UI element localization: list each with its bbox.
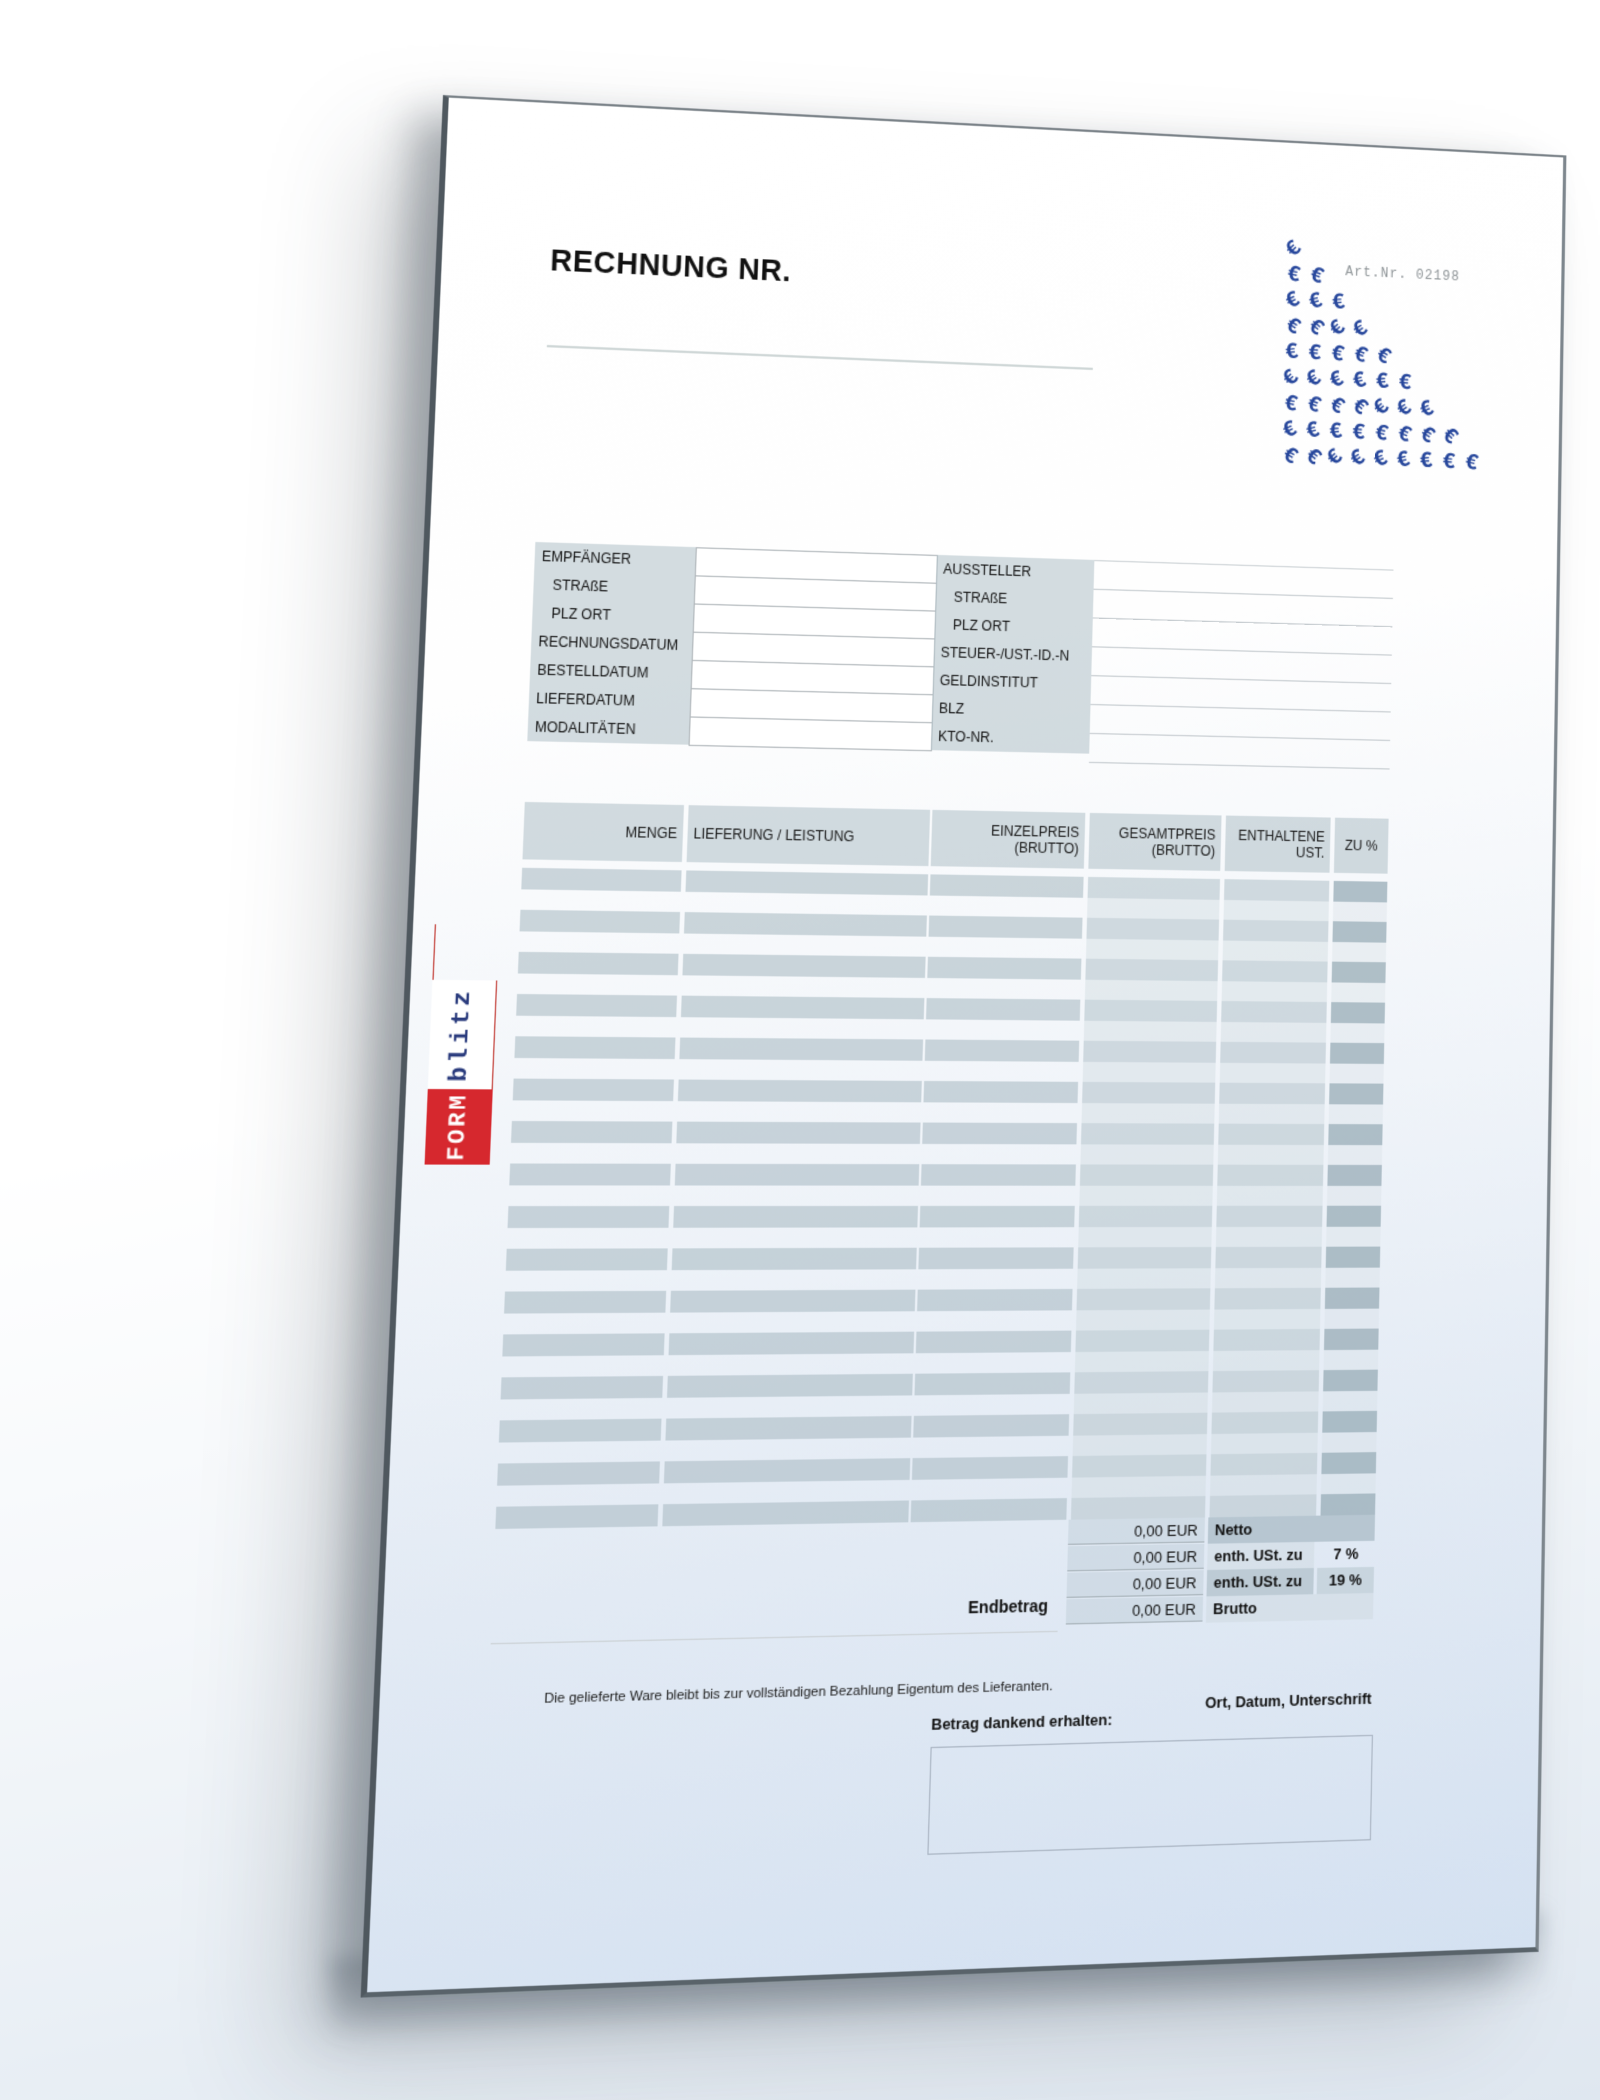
item-cell-col1[interactable]: [665, 1416, 911, 1441]
totals-row-brutto: [1066, 1593, 1374, 1626]
ust7-label: enth. USt. zu: [1207, 1542, 1314, 1570]
euro-icon: €: [1326, 366, 1349, 396]
item-cell-col1[interactable]: [675, 1164, 920, 1186]
item-row: [508, 1206, 1382, 1228]
item-cell-col2[interactable]: [915, 1372, 1071, 1395]
item-cell-col5: [1329, 1083, 1383, 1104]
issuer-field-label: PLZ ORT: [952, 616, 1011, 635]
watermark-row: [1278, 443, 1495, 477]
item-cell-col5: [1327, 1165, 1381, 1186]
euro-icon: €: [1415, 421, 1439, 451]
euro-icon: €: [1418, 448, 1434, 476]
item-cell-col5: [1323, 1370, 1378, 1392]
issuer-field-label: KTO-NR.: [937, 728, 995, 746]
item-cell-col4: [1217, 1165, 1323, 1186]
euro-icon: €: [1441, 449, 1457, 477]
item-cell-col5: [1332, 921, 1386, 942]
euro-icon: €: [1280, 312, 1305, 342]
item-cell-col1[interactable]: [681, 996, 924, 1020]
item-row: [511, 1121, 1383, 1145]
item-cell-col4: [1210, 1453, 1317, 1476]
euro-icon: €: [1278, 364, 1305, 394]
euro-icon: €: [1328, 419, 1344, 447]
brutto-label: Brutto: [1206, 1593, 1374, 1623]
item-cell-col4: [1215, 1247, 1321, 1268]
item-cell-col4: [1211, 1411, 1318, 1434]
header-zu-prozent: ZU %: [1334, 818, 1389, 874]
item-cell-col0[interactable]: [520, 910, 681, 934]
recipient-field-label: STRAßE: [552, 576, 609, 595]
item-cell-col5: [1330, 1043, 1384, 1064]
euro-icon: €: [1346, 393, 1373, 422]
euro-icon: €: [1398, 370, 1413, 397]
item-cell-col1[interactable]: [664, 1458, 910, 1483]
issuer-field-input[interactable]: [1089, 734, 1390, 770]
euro-icon: €: [1306, 288, 1326, 317]
received-label: Betrag dankend erhalten:: [930, 1710, 1113, 1734]
ust19-amount: 0,00 EUR: [1067, 1570, 1204, 1598]
euro-icon: €: [1348, 315, 1374, 345]
brutto-amount: 0,00 EUR: [1066, 1596, 1203, 1624]
item-cell-col2[interactable]: [917, 1289, 1072, 1311]
item-cell-col3: [1079, 1206, 1213, 1227]
recipient-inputs: [688, 547, 937, 751]
item-cell-col2[interactable]: [929, 916, 1083, 939]
item-row: [509, 1164, 1382, 1186]
header-gesamtpreis: GESAMTPREIS (BRUTTO): [1088, 813, 1221, 871]
footer-rule: [491, 1631, 1058, 1645]
item-cell-col4: [1212, 1370, 1319, 1392]
item-cell-col4: [1214, 1288, 1320, 1310]
item-cell-col2[interactable]: [921, 1164, 1076, 1186]
item-cell-col5: [1326, 1247, 1381, 1268]
item-cell-col5: [1321, 1452, 1376, 1474]
euro-icon: €: [1328, 340, 1347, 370]
item-cell-col3: [1084, 1000, 1217, 1022]
euro-icon: €: [1281, 390, 1300, 419]
item-cell-col5: [1321, 1493, 1376, 1515]
recipient-field-label: PLZ ORT: [551, 605, 612, 624]
item-cell-col4: [1222, 960, 1328, 982]
item-cell-col2[interactable]: [918, 1247, 1073, 1269]
recipient-labels: [527, 542, 695, 745]
euro-icon: €: [1284, 339, 1300, 367]
euro-icon: €: [1302, 313, 1329, 343]
formblitz-logo: [425, 980, 498, 1165]
item-cell-col0[interactable]: [514, 1036, 675, 1059]
header-lieferung: LIEFERUNG / LEISTUNG: [687, 805, 931, 866]
item-cell-col4: [1209, 1494, 1316, 1517]
item-cell-col2[interactable]: [912, 1456, 1068, 1480]
item-cell-col1[interactable]: [684, 912, 927, 937]
item-cell-col3: [1077, 1288, 1211, 1310]
item-cell-col2[interactable]: [922, 1123, 1077, 1145]
items-table-body: [494, 868, 1387, 1550]
item-cell-col0[interactable]: [502, 1333, 664, 1356]
euro-icon: €: [1279, 416, 1302, 446]
euro-icon: €: [1306, 262, 1327, 292]
item-cell-col5: [1322, 1411, 1377, 1433]
item-cell-col3: [1078, 1247, 1212, 1269]
item-cell-col0[interactable]: [521, 868, 681, 892]
item-cell-col5: [1332, 962, 1386, 983]
euro-icon: €: [1322, 444, 1349, 473]
item-cell-col0[interactable]: [516, 994, 677, 1017]
issuer-labels: [931, 555, 1095, 754]
item-cell-col0[interactable]: [501, 1376, 663, 1400]
logo-form-text: FORM: [425, 1089, 493, 1165]
item-cell-col0[interactable]: [511, 1121, 672, 1143]
item-cell-col3: [1081, 1123, 1214, 1145]
item-cell-col0[interactable]: [504, 1291, 666, 1314]
signature-box[interactable]: [927, 1735, 1373, 1855]
euro-icon: €: [1303, 417, 1323, 446]
item-cell-col0[interactable]: [508, 1206, 670, 1228]
euro-icon: €: [1351, 420, 1366, 447]
item-cell-col0[interactable]: [506, 1248, 668, 1270]
item-cell-col3: [1083, 1041, 1216, 1063]
item-cell-col3: [1074, 1371, 1208, 1394]
item-cell-col3: [1073, 1413, 1207, 1436]
item-cell-col3: [1072, 1454, 1206, 1477]
retention-note: Die gelieferte Ware bleibt bis zur vollständigen Bezahlung Eigentum des Lieferanten.: [543, 1679, 1053, 1707]
item-cell-col5: [1324, 1329, 1379, 1351]
item-cell-col1[interactable]: [672, 1248, 917, 1270]
article-number: Art.Nr. 02198: [1345, 263, 1461, 285]
totals-block: [1066, 1515, 1375, 1626]
title-rule: [547, 345, 1093, 370]
ust7-rate: 7 %: [1333, 1544, 1359, 1563]
item-cell-col4: [1213, 1329, 1320, 1351]
item-cell-col2[interactable]: [911, 1498, 1067, 1522]
item-cell-col3: [1071, 1496, 1206, 1520]
item-cell-col2[interactable]: [926, 998, 1080, 1021]
euro-icon: €: [1394, 446, 1413, 476]
euro-icon: €: [1371, 342, 1395, 372]
issuer-field-label: GELDINSTITUT: [939, 672, 1039, 692]
item-cell-col1[interactable]: [678, 1080, 922, 1103]
item-cell-col5: [1333, 881, 1387, 903]
item-cell-col2[interactable]: [920, 1206, 1075, 1228]
euro-icon: €: [1330, 289, 1347, 317]
euro-icon: €: [1285, 261, 1303, 290]
euro-icon: €: [1416, 395, 1439, 425]
logo-rule: [432, 924, 436, 980]
item-cell-col3: [1086, 918, 1219, 941]
item-cell-col0[interactable]: [509, 1164, 671, 1186]
issuer-field-label: BLZ: [938, 700, 965, 718]
recipient-field-input[interactable]: [688, 716, 932, 751]
item-cell-col4: [1216, 1206, 1322, 1227]
recipient-field-label: BESTELLDATUM: [536, 661, 649, 682]
euro-icon: €: [1346, 444, 1371, 474]
item-cell-col1[interactable]: [682, 954, 925, 978]
item-row: [521, 868, 1387, 903]
item-cell-col2[interactable]: [927, 957, 1081, 980]
ust7-amount: 0,00 EUR: [1067, 1544, 1204, 1572]
euro-icon: €: [1393, 420, 1415, 450]
ust19-rate: 19 %: [1317, 1567, 1374, 1594]
ust19-label: enth. USt. zu: [1207, 1568, 1314, 1596]
item-cell-col5: [1331, 1002, 1385, 1023]
euro-icon: €: [1302, 365, 1327, 395]
items-table-header: [522, 802, 1388, 874]
item-cell-col0[interactable]: [499, 1419, 662, 1443]
issuer-field-label: STEUER-/UST.-ID.-N: [940, 644, 1070, 665]
item-cell-col1[interactable]: [669, 1332, 915, 1356]
euro-icon: €: [1307, 340, 1322, 368]
item-cell-col1[interactable]: [670, 1290, 915, 1313]
euro-icon: €: [1349, 341, 1371, 371]
item-cell-col0[interactable]: [513, 1079, 674, 1102]
item-cell-col1[interactable]: [679, 1038, 923, 1061]
item-cell-col4: [1221, 1001, 1327, 1023]
issuer-inputs: [1089, 560, 1394, 770]
item-cell-col0[interactable]: [518, 952, 679, 975]
item-cell-col5: [1327, 1206, 1382, 1227]
euro-icon: €: [1392, 394, 1417, 424]
item-cell-col3: [1080, 1164, 1213, 1185]
euro-icon: €: [1277, 442, 1302, 472]
euro-icon: €: [1374, 369, 1391, 397]
item-cell-col3: [1088, 877, 1220, 900]
item-cell-col1[interactable]: [662, 1500, 909, 1526]
signature-label: Ort, Datum, Unterschrift: [1204, 1689, 1372, 1712]
item-cell-col4: [1223, 920, 1328, 942]
recipient-field-label: RECHNUNGSDATUM: [538, 633, 679, 654]
item-cell-col4: [1219, 1083, 1325, 1105]
page-title: RECHNUNG NR.: [549, 242, 792, 289]
recipient-field-label: LIEFERDATUM: [535, 690, 636, 710]
item-cell-col1[interactable]: [676, 1122, 920, 1144]
invoice-document: [361, 95, 1567, 1998]
euro-icon: €: [1368, 394, 1396, 423]
euro-icon: €: [1303, 391, 1325, 421]
issuer-field-label: AUSSTELLER: [942, 560, 1032, 580]
euro-icon: €: [1372, 420, 1391, 449]
item-row: [506, 1247, 1380, 1271]
item-cell-col3: [1082, 1082, 1215, 1104]
recipient-field-label: MODALITÄTEN: [534, 718, 636, 738]
item-cell-col2[interactable]: [916, 1331, 1072, 1354]
euro-icon: €: [1462, 449, 1481, 478]
item-cell-col0[interactable]: [495, 1504, 658, 1529]
item-cell-col1[interactable]: [686, 870, 929, 895]
euro-icon: €: [1281, 286, 1305, 316]
item-cell-col3: [1075, 1330, 1209, 1352]
euro-icon: €: [1350, 367, 1370, 396]
endbetrag-label: Endbetrag: [967, 1595, 1049, 1617]
item-row: [513, 1079, 1384, 1105]
euro-icon: €: [1370, 445, 1392, 475]
euro-icon: €: [1299, 443, 1326, 472]
item-cell-col5: [1328, 1124, 1382, 1145]
logo-blitz-text: blitz: [428, 980, 497, 1090]
euro-icon: €: [1325, 314, 1352, 344]
recipient-field-label: EMPFÄNGER: [541, 548, 632, 568]
item-cell-col5: [1325, 1288, 1380, 1309]
item-cell-col4: [1218, 1124, 1324, 1145]
euro-icon: €: [1281, 235, 1308, 264]
header-enthaltene-ust: ENTHALTENE UST.: [1225, 816, 1331, 873]
item-cell-col2[interactable]: [913, 1414, 1069, 1437]
item-cell-col1[interactable]: [667, 1374, 913, 1398]
item-cell-col3: [1085, 959, 1218, 982]
item-cell-col2[interactable]: [923, 1081, 1078, 1103]
euro-icon: €: [1436, 422, 1463, 452]
item-cell-col1[interactable]: [673, 1206, 918, 1228]
item-cell-col4: [1224, 879, 1329, 901]
item-cell-col4: [1220, 1042, 1326, 1064]
item-cell-col2[interactable]: [925, 1039, 1079, 1061]
header-menge: MENGE: [522, 802, 684, 862]
netto-label: Netto: [1208, 1515, 1375, 1544]
header-einzelpreis: EINZELPREIS (BRUTTO): [931, 810, 1086, 869]
issuer-field-label: STRAßE: [953, 589, 1008, 607]
item-cell-col0[interactable]: [497, 1461, 660, 1485]
item-cell-col2[interactable]: [930, 874, 1084, 897]
netto-amount: 0,00 EUR: [1068, 1517, 1205, 1544]
euro-icon: €: [1324, 392, 1349, 422]
